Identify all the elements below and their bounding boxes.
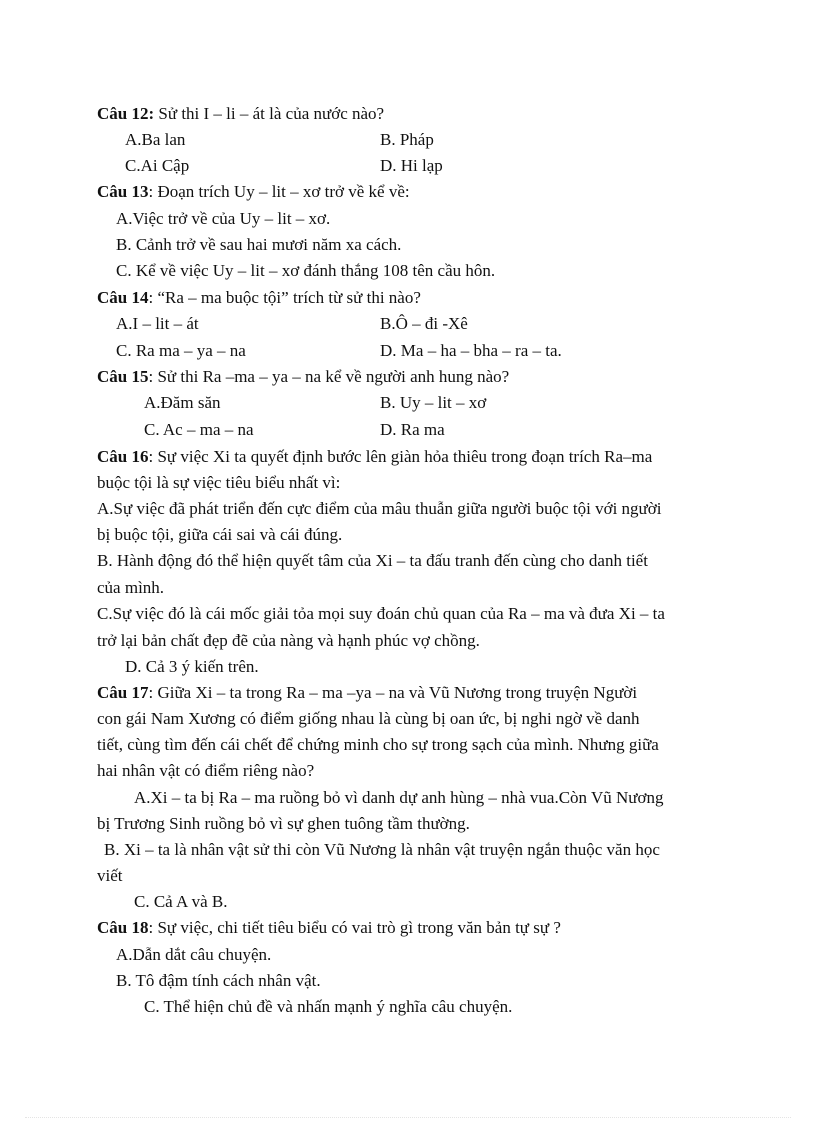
option-d: D. Hi lạp: [380, 156, 443, 175]
question-text-cont: tiết, cùng tìm đến cái chết để chứng minh cho sự trong sạch của mình. Nhưng giữa: [97, 735, 659, 754]
option-a: A.I – lit – át: [116, 314, 199, 333]
option-a: A.Dẫn dắt câu chuyện.: [116, 945, 272, 964]
option-a-cont: bị buộc tội, giữa cái sai và cái đúng.: [97, 525, 343, 544]
option-c: C.Ai Cập: [125, 156, 190, 175]
question-text: : “Ra – ma buộc tội” trích từ sử thi nào?: [148, 288, 421, 307]
question-text: Sử thi I – li – át là của nước nào?: [154, 104, 385, 123]
question-label: Câu 17: [97, 683, 149, 702]
question-text-cont: buộc tội là sự việc tiêu biểu nhất vì:: [97, 473, 341, 492]
option-a: A.Xi – ta bị Ra – ma ruồng bỏ vì danh dự anh hùng – nhà vua.Còn Vũ Nương: [134, 788, 664, 807]
option-b: B. Xi – ta là nhân vật sử thi còn Vũ Nương là nhân vật truyện ngắn thuộc văn học: [104, 840, 660, 859]
page-bottom-divider: [25, 1117, 791, 1118]
option-b: B. Uy – lit – xơ: [380, 393, 487, 412]
option-d: D. Ma – ha – bha – ra – ta.: [380, 341, 562, 360]
option-d: D. Cả 3 ý kiến trên.: [125, 657, 259, 676]
option-b: B. Tô đậm tính cách nhân vật.: [116, 971, 321, 990]
question-text: : Sử thi Ra –ma – ya – na kể về người anh hung nào?: [148, 367, 510, 386]
option-b: B. Cảnh trở về sau hai mươi năm xa cách.: [116, 235, 402, 254]
option-b-cont: của mình.: [97, 578, 165, 597]
option-a: A.Việc trở về của Uy – lit – xơ.: [116, 209, 331, 228]
option-c: C. Cả A và B.: [134, 892, 228, 911]
question-14: [97, 287, 421, 309]
option-a-cont: bị Trương Sinh ruồng bỏ vì sự ghen tuông tầm thường.: [97, 814, 470, 833]
question-label: Câu 13: [97, 182, 149, 201]
option-c: C. Thể hiện chủ đề và nhấn mạnh ý nghĩa câu chuyện.: [144, 997, 513, 1016]
question-text: : Sự việc, chi tiết tiêu biểu có vai trò gì trong văn bản tự sự ?: [148, 918, 561, 937]
option-c: C. Kể về việc Uy – lit – xơ đánh thắng 108 tên cầu hôn.: [116, 261, 496, 280]
question-text: : Giữa Xi – ta trong Ra – ma –ya – na và Vũ Nương trong truyện Người: [148, 683, 638, 702]
option-b: B. Pháp: [380, 130, 434, 149]
question-17: [97, 682, 637, 704]
question-label: Câu 12:: [97, 104, 155, 123]
option-c-cont: trở lại bản chất đẹp đẽ của nàng và hạnh phúc vợ chồng.: [97, 631, 480, 650]
question-text: : Sự việc Xi ta quyết định bước lên giàn hỏa thiêu trong đoạn trích Ra–ma: [148, 447, 653, 466]
option-d: D. Ra ma: [380, 420, 445, 439]
question-label: Câu 14: [97, 288, 149, 307]
question-15: [97, 366, 509, 388]
option-b: B. Hành động đó thể hiện quyết tâm của Xi – ta đấu tranh đến cùng cho danh tiết: [97, 551, 648, 570]
option-c: C. Ra ma – ya – na: [116, 341, 246, 360]
option-c: C.Sự việc đó là cái mốc giải tỏa mọi suy đoán chủ quan của Ra – ma và đưa Xi – ta: [97, 604, 665, 623]
option-a: A.Đăm săn: [144, 393, 221, 412]
option-a: A.Ba lan: [125, 130, 186, 149]
question-label: Câu 18: [97, 918, 149, 937]
question-18: [97, 917, 561, 939]
question-text-cont: con gái Nam Xương có điểm giống nhau là cùng bị oan ức, bị nghi ngờ về danh: [97, 709, 640, 728]
question-label: Câu 15: [97, 367, 149, 386]
option-b: B.Ô – đi -Xê: [380, 314, 468, 333]
option-a: A.Sự việc đã phát triển đến cực điểm của mâu thuẫn giữa người buộc tội với người: [97, 499, 662, 518]
question-12: [97, 103, 384, 125]
question-label: Câu 16: [97, 447, 149, 466]
question-13: [97, 181, 410, 203]
question-16: [97, 446, 652, 468]
option-b-cont: viết: [97, 866, 123, 885]
question-text: : Đoạn trích Uy – lit – xơ trở về kể về:: [148, 182, 410, 201]
option-c: C. Ac – ma – na: [144, 420, 254, 439]
question-text-cont: hai nhân vật có điểm riêng nào?: [97, 761, 315, 780]
